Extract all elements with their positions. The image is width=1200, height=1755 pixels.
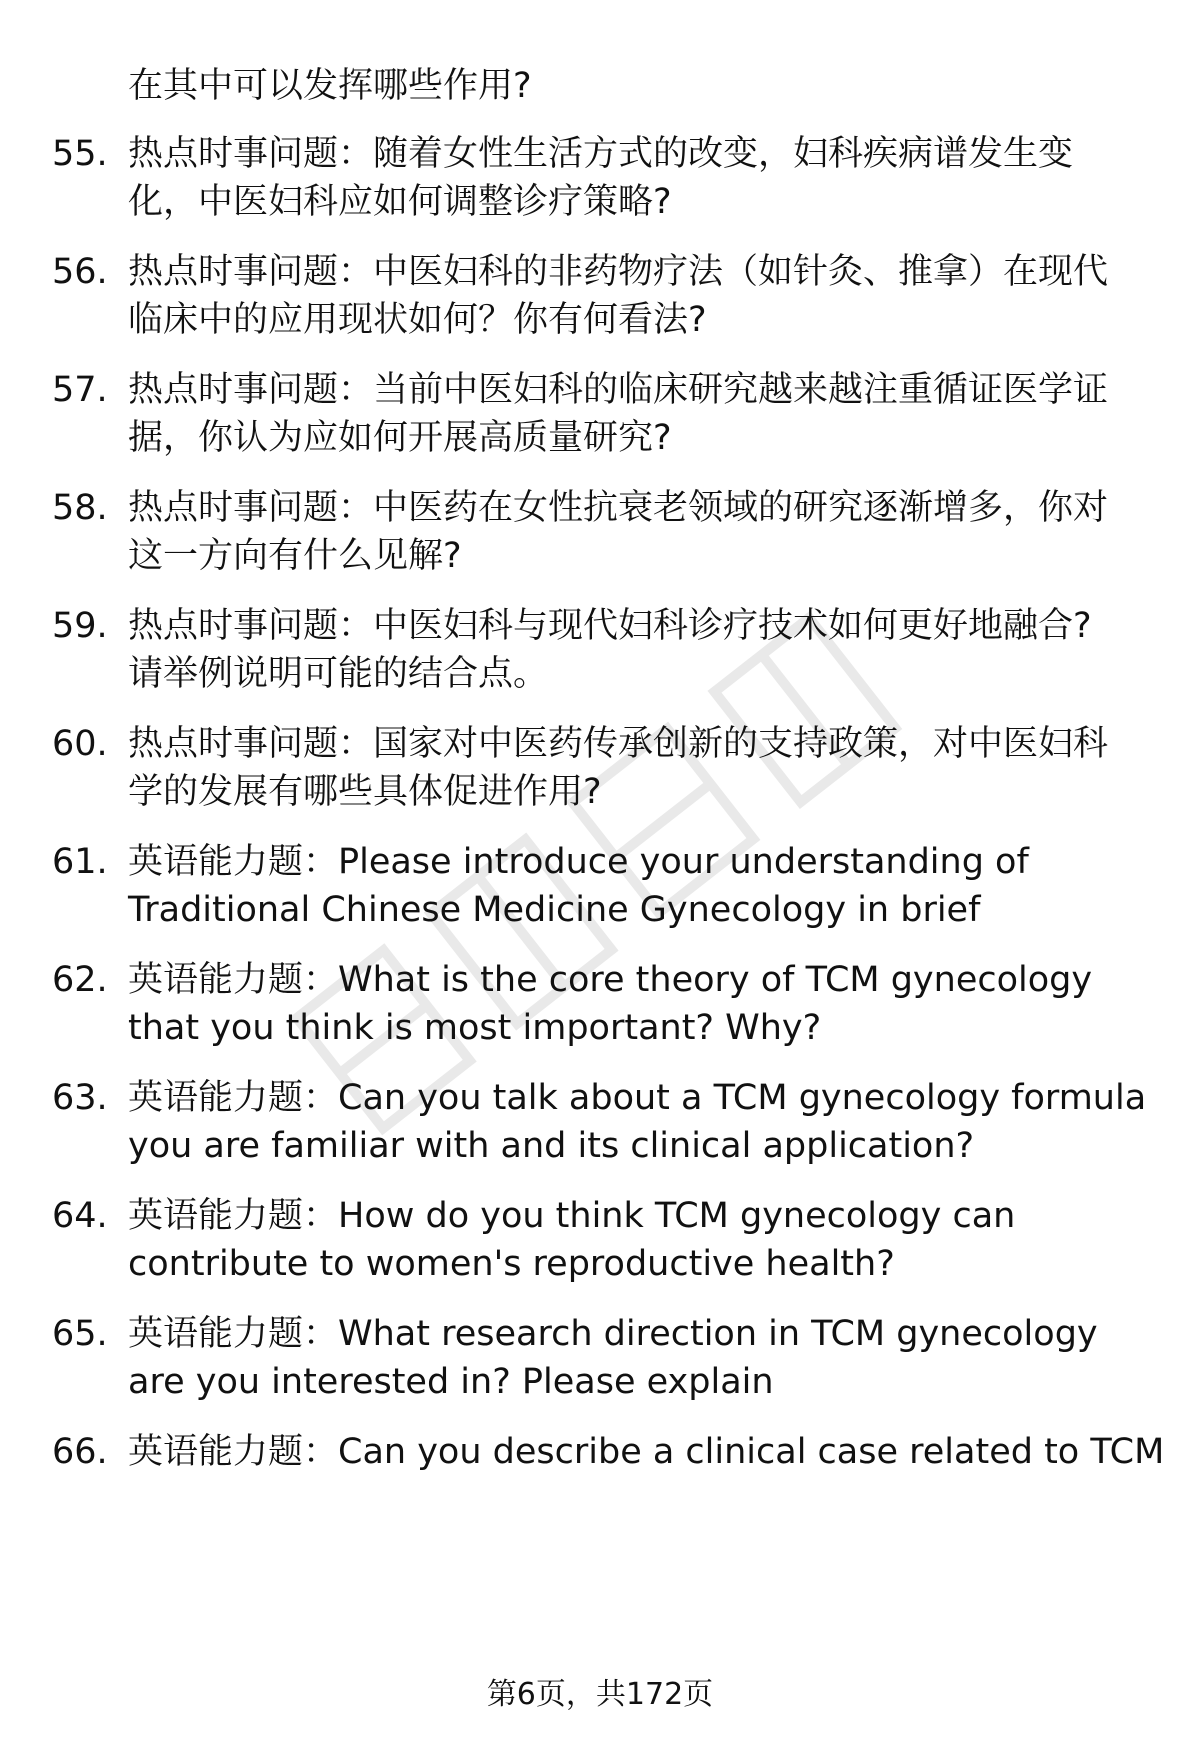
item-line: 英语能力题：What research direction in TCM gynecology [128, 1314, 1098, 1354]
item-line: 临床中的应用现状如何？你有何看法? [128, 300, 707, 340]
item-line: that you think is most important? Why? [128, 1008, 822, 1048]
item-text [128, 1074, 1148, 1170]
item-text [128, 1310, 1148, 1406]
item-line: 学的发展有哪些具体促进作用? [128, 772, 602, 812]
item-number: 61. [52, 842, 108, 882]
item-text [128, 366, 1148, 462]
item-text [128, 248, 1148, 344]
item-line: 热点时事问题：随着女性生活方式的改变，妇科疾病谱发生变 [128, 134, 1074, 174]
item-text [128, 1428, 1165, 1476]
item-text [128, 484, 1148, 580]
item-number: 66. [52, 1432, 108, 1472]
item-number: 64. [52, 1196, 108, 1236]
item-text [128, 720, 1148, 816]
item-line: 英语能力题：Please introduce your understanding of [128, 842, 1029, 882]
item-line: 这一方向有什么见解? [128, 536, 462, 576]
item-line: you are familiar with and its clinical application? [128, 1126, 975, 1166]
item-text [128, 956, 1148, 1052]
item-number: 62. [52, 960, 108, 1000]
item-text [128, 602, 1148, 698]
item-text [128, 1192, 1148, 1288]
item-number: 57. [52, 370, 108, 410]
item-text [128, 838, 1148, 934]
continuation-line: 在其中可以发挥哪些作用? [128, 66, 532, 106]
item-line: 请举例说明可能的结合点。 [128, 654, 549, 694]
item-line: 英语能力题：Can you describe a clinical case related to TCM [128, 1432, 1165, 1472]
item-line: 英语能力题：What is the core theory of TCM gynecology [128, 960, 1093, 1000]
item-line: 英语能力题：How do you think TCM gynecology can [128, 1196, 1016, 1236]
item-line: 热点时事问题：当前中医妇科的临床研究越来越注重循证医学证 [128, 370, 1109, 410]
item-number: 56. [52, 252, 108, 292]
item-line: 热点时事问题：中医药在女性抗衰老领域的研究逐渐增多，你对 [128, 488, 1109, 528]
item-line: 化，中医妇科应如何调整诊疗策略? [128, 182, 672, 222]
item-line: are you interested in? Please explain [128, 1362, 774, 1402]
item-number: 65. [52, 1314, 108, 1354]
item-line: 热点时事问题：中医妇科与现代妇科诊疗技术如何更好地融合? [128, 606, 1092, 646]
item-text [128, 130, 1148, 226]
item-number: 63. [52, 1078, 108, 1118]
item-line: 据，你认为应如何开展高质量研究? [128, 418, 672, 458]
item-number: 55. [52, 134, 108, 174]
item-number: 58. [52, 488, 108, 528]
item-line: 热点时事问题：中医妇科的非药物疗法（如针灸、推拿）在现代 [128, 252, 1109, 292]
item-line: contribute to women's reproductive health? [128, 1244, 895, 1284]
item-line: 英语能力题：Can you talk about a TCM gynecology formula [128, 1078, 1147, 1118]
item-number: 59. [52, 606, 108, 646]
item-line: Traditional Chinese Medicine Gynecology in brief [128, 890, 981, 930]
item-line: 热点时事问题：国家对中医药传承创新的支持政策，对中医妇科 [128, 724, 1109, 764]
page-footer: 第6页，共172页 [486, 1677, 714, 1712]
item-number: 60. [52, 724, 108, 764]
